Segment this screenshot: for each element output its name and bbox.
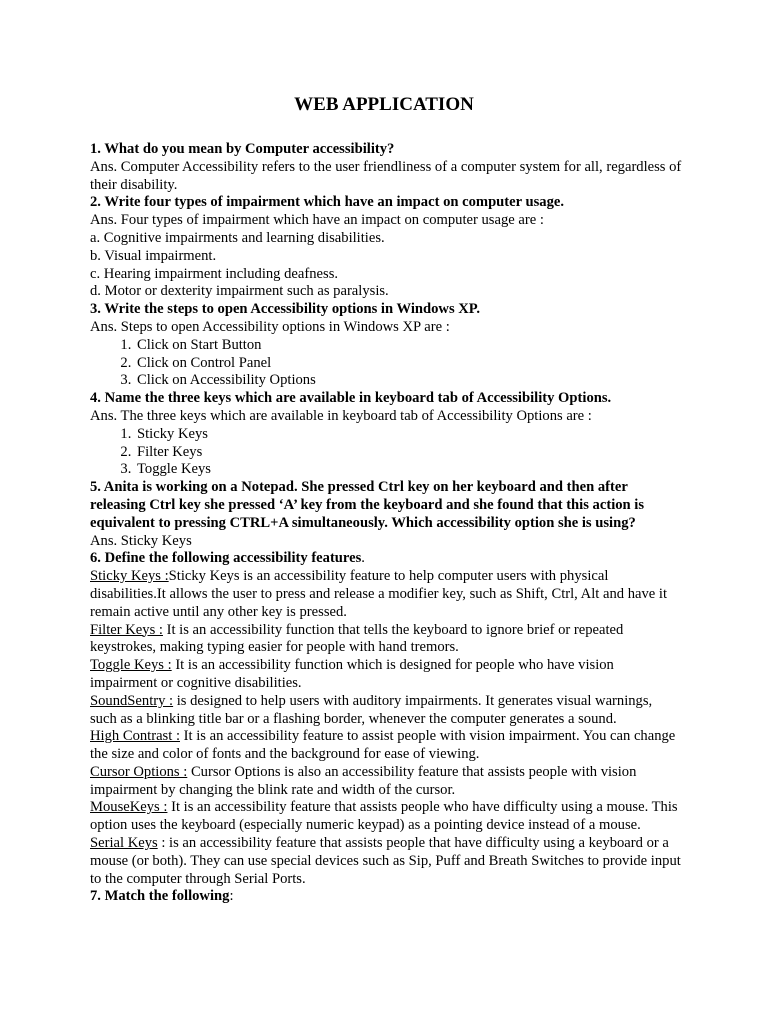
- feature-definition: [90, 835, 682, 888]
- question-4: 4. Name the three keys which are available in keyboard tab of Accessibility Options.: [90, 390, 612, 407]
- feature-term: Filter Keys :: [90, 621, 163, 638]
- feature-text: : is an accessibility feature that assists people that have difficulty using a keyboard or a mouse (or both). They can use special devices such as Sip, Puff and Breath Switches to provide input to the computer through Serial Ports.: [90, 835, 681, 887]
- question-7: [90, 888, 682, 906]
- answer-5: Ans. Sticky Keys: [90, 532, 192, 549]
- question-7-tail: :: [229, 888, 234, 905]
- impairment-item: d. Motor or dexterity impairment such as paralysis.: [90, 283, 389, 300]
- question-2: 2. Write four types of impairment which have an impact on computer usage.: [90, 194, 565, 211]
- feature-text: is designed to help users with auditory impairments. It generates visual warnings, such as a blinking title bar or a flashing border, whenever the computer generates a sound.: [90, 692, 653, 727]
- answer-2: Ans. Four types of impairment which have an impact on computer usage are :: [90, 212, 544, 229]
- feature-term: Cursor Options :: [90, 763, 188, 780]
- feature-term: Serial Keys: [90, 835, 158, 852]
- question-6-text: 6. Define the following accessibility features: [90, 550, 362, 567]
- feature-definition: [90, 622, 682, 658]
- list-item: 1. Click on Start Button: [135, 337, 682, 355]
- feature-definition: [90, 657, 682, 693]
- list-item: 3. Toggle Keys: [135, 461, 682, 479]
- impairment-item: b. Visual impairment.: [90, 247, 217, 264]
- feature-definition: [90, 728, 682, 764]
- document-body: [90, 141, 682, 906]
- question-3: 3. Write the steps to open Accessibility options in Windows XP.: [90, 301, 481, 318]
- question-7-text: 7. Match the following: [90, 888, 230, 905]
- impairment-item: a. Cognitive impairments and learning disabilities.: [90, 229, 385, 246]
- feature-definition: [90, 693, 682, 729]
- feature-term: MouseKeys :: [90, 799, 168, 816]
- steps-list: [90, 337, 682, 390]
- list-item: 2. Click on Control Panel: [135, 355, 682, 373]
- keys-list: [90, 426, 682, 479]
- feature-text: It is an accessibility feature that assists people who have difficulty using a mouse. This option uses the keyboard (especially numeric keypad) as a pointing device instead of a mouse.: [90, 799, 678, 834]
- question-6: [90, 550, 682, 568]
- feature-definition: [90, 799, 682, 835]
- list-item: 1. Sticky Keys: [135, 426, 682, 444]
- page-title: WEB APPLICATION: [294, 94, 474, 115]
- feature-text: It is an accessibility function which is designed for people who have vision impairment or cognitive disabilities.: [90, 657, 614, 691]
- feature-term: High Contrast :: [90, 728, 180, 745]
- feature-text: It is an accessibility function that tells the keyboard to ignore brief or repeated keystrokes, making typing easier for people with hand tremors.: [90, 621, 624, 656]
- impairment-item: c. Hearing impairment including deafness.: [90, 265, 339, 282]
- feature-definition: [90, 764, 682, 800]
- feature-definition: [90, 568, 682, 621]
- question-1: 1. What do you mean by Computer accessibility?: [90, 141, 395, 157]
- list-item: 2. Filter Keys: [135, 444, 682, 462]
- feature-term: Toggle Keys :: [90, 657, 172, 674]
- answer-3: Ans. Steps to open Accessibility options in Windows XP are :: [90, 318, 450, 335]
- feature-text: It is an accessibility feature to assist people with vision impairment. You can change the size and color of fonts and the background for ease of viewing.: [90, 728, 676, 763]
- feature-text: Sticky Keys is an accessibility feature to help computer users with physical disabilities.It allows the user to press and release a modifier key, such as Shift, Ctrl, Alt and have it remain active until any other key is pressed.: [90, 568, 667, 620]
- question-5: 5. Anita is working on a Notepad. She pressed Ctrl key on her keyboard and then after releasing Ctrl key she pressed ‘A’ key from the keyboard and she found that this action is equivalent to pressing CTRL+A simultaneously. Which accessibility option she is using?: [90, 479, 645, 531]
- feature-term: SoundSentry :: [90, 692, 174, 709]
- answer-1: Ans. Computer Accessibility refers to the user friendliness of a computer system for all, regardless of their disability.: [90, 158, 682, 193]
- feature-text: Cursor Options is also an accessibility feature that assists people with vision impairment by changing the blink rate and width of the cursor.: [90, 763, 637, 798]
- list-item: 3. Click on Accessibility Options: [135, 372, 682, 390]
- question-6-tail: .: [361, 550, 365, 567]
- answer-4: Ans. The three keys which are available in keyboard tab of Accessibility Options are :: [90, 407, 592, 424]
- feature-term: Sticky Keys :: [90, 568, 169, 585]
